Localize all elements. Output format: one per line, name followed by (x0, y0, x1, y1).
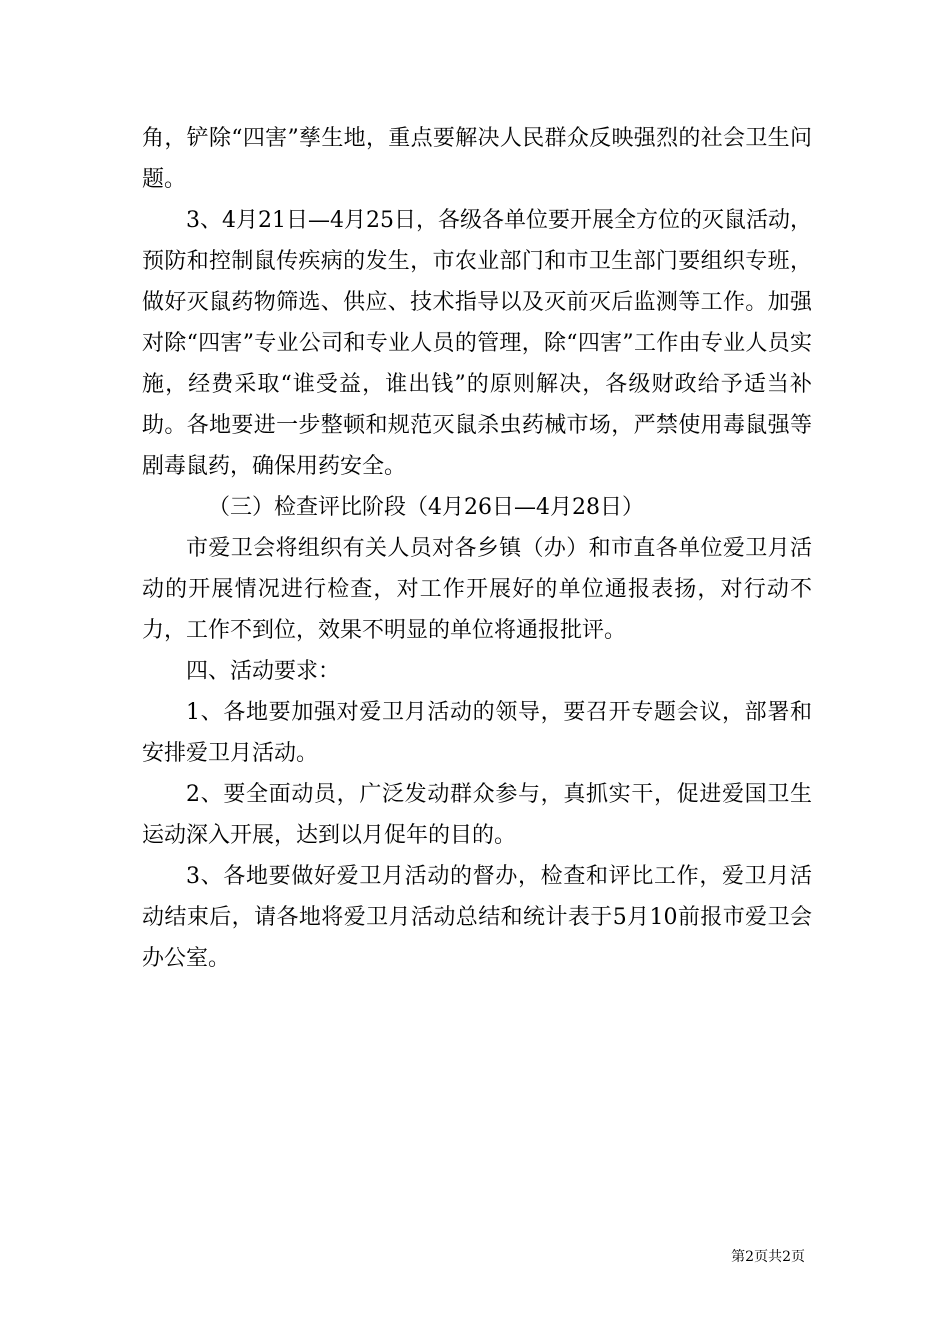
section-heading-requirements: 四、活动要求： (186, 659, 341, 684)
page-number-footer: 第2页共2页 (731, 1249, 805, 1265)
document-body (142, 118, 812, 979)
paragraph-requirement-1: 1、各地要加强对爱卫月活动的领导，要召开专题会议，部署和安排爱卫月活动。 (142, 700, 812, 766)
paragraph-continuation: 角，铲除“四害”孳生地，重点要解决人民群众反映强烈的社会卫生问题。 (142, 126, 812, 192)
paragraph-requirement-2: 2、要全面动员，广泛发动群众参与，真抓实干，促进爱国卫生运动深入开展，达到以月促年的目的。 (142, 782, 812, 848)
paragraph-rodent-control: 3、4月21日—4月25日，各级各单位要开展全方位的灭鼠活动，预防和控制鼠传疾病的发生，市农业部门和市卫生部门要组织专班，做好灭鼠药物筛选、供应、技术指导以及灭前灭后监测等工作。加强对除“四害”专业公司和专业人员的管理，除“四害”工作由专业人员实施，经费采取“谁受益，谁出钱”的原则解决，各级财政给予适当补助。各地要进一步整顿和规范灭鼠杀虫药械市场，严禁使用毒鼠强等剧毒鼠药，确保用药安全。 (142, 208, 812, 479)
section-heading-inspection: （三）检查评比阶段（4月26日—4月28日） (208, 495, 644, 520)
paragraph-inspection: 市爱卫会将组织有关人员对各乡镇（办）和市直各单位爱卫月活动的开展情况进行检查，对工作开展好的单位通报表扬，对行动不力，工作不到位，效果不明显的单位将通报批评。 (142, 536, 812, 643)
paragraph-requirement-3: 3、各地要做好爱卫月活动的督办，检查和评比工作，爱卫月活动结束后，请各地将爱卫月活动总结和统计表于5月10前报市爱卫会办公室。 (142, 864, 812, 971)
